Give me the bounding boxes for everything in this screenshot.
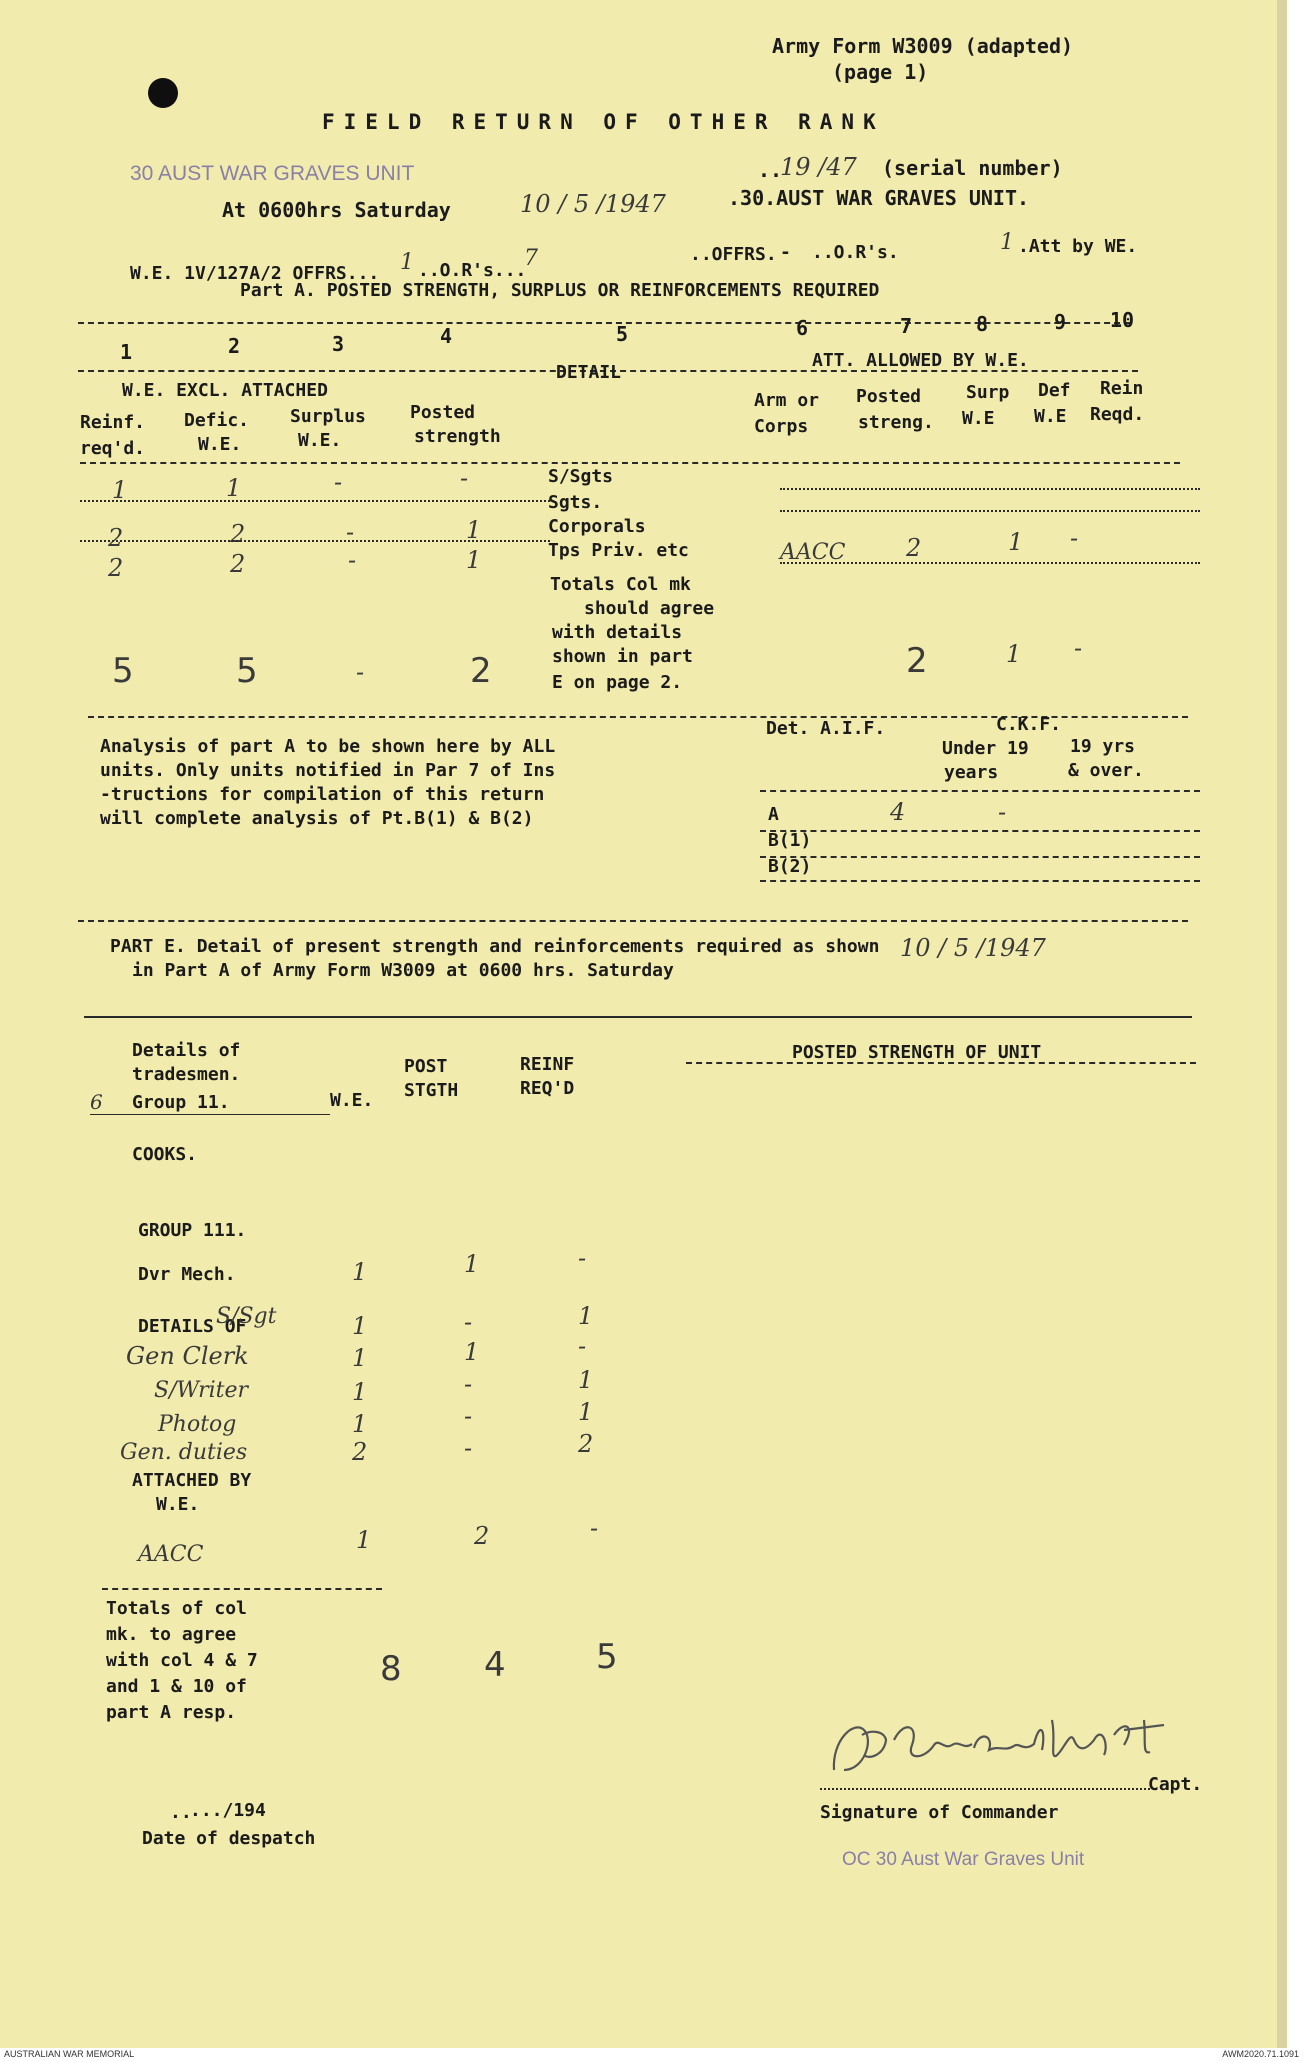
trade-label: S/Writer <box>154 1378 249 1403</box>
col-num: 5 <box>616 322 629 346</box>
hdr-c2: W.E. <box>198 434 242 455</box>
aacc-label: AACC <box>138 1542 204 1567</box>
total-cell: 2 <box>470 651 492 691</box>
detail-ssgts: S/Sgts <box>548 466 614 487</box>
total-cell: - <box>1074 634 1083 662</box>
hdr-c3: Surplus <box>290 406 366 427</box>
cell: 1 <box>226 474 242 502</box>
unit-name: .30.AUST WAR GRAVES UNIT. <box>728 186 1030 210</box>
form-page: (page 1) <box>832 60 929 84</box>
trade-label: Gen Clerk <box>126 1342 249 1370</box>
att-offrs-value: - <box>780 242 791 263</box>
hdr-c3: W.E. <box>298 430 342 451</box>
signature-label: Signature of Commander <box>820 1802 1059 1823</box>
hdr-c6: Arm or <box>754 390 820 411</box>
aacc-post: 2 <box>474 1522 490 1550</box>
part-a-title: Part A. POSTED STRENGTH, SURPLUS OR REINFORCEMENTS REQUIRED <box>240 280 880 301</box>
col-num: 2 <box>228 334 241 358</box>
col-num: 4 <box>440 324 453 348</box>
cell: 1 <box>112 476 128 504</box>
hdr-c10: Rein <box>1100 378 1144 399</box>
col-num: 1 <box>120 340 133 364</box>
cell: 2 <box>230 550 246 578</box>
part-e-title: in Part A of Army Form W3009 at 0600 hrs. Saturday <box>132 960 674 981</box>
analysis-text: will complete analysis of Pt.B(1) & B(2) <box>100 808 534 829</box>
part-e-title: PART E. Detail of present strength and reinforcements required as shown <box>110 936 880 957</box>
hdr-details: tradesmen. <box>132 1064 241 1085</box>
trade-we: 1 <box>352 1258 368 1286</box>
col-num: 3 <box>332 332 345 356</box>
cell: - <box>1070 524 1079 552</box>
trade-reinf: - <box>578 1332 587 1360</box>
oc-stamp: OC 30 Aust War Graves Unit <box>842 1849 1085 1870</box>
over-19: 19 yrs <box>1070 736 1136 757</box>
cooks-label: COOKS. <box>132 1144 198 1165</box>
total-cell: 2 <box>906 641 928 681</box>
analysis-text: units. Only units notified in Par 7 of Ins <box>100 760 556 781</box>
hdr-reinf: REINF <box>520 1054 575 1075</box>
col-num: 10 <box>1110 308 1135 332</box>
rule <box>80 500 550 502</box>
cell: 2 <box>108 524 124 552</box>
hdr-detail: DETAIL <box>556 362 622 383</box>
totals-label: Totals of col <box>106 1598 247 1619</box>
trade-post: 1 <box>464 1338 480 1366</box>
cell: 2 <box>230 520 246 548</box>
hdr-post: STGTH <box>404 1080 459 1101</box>
rule <box>780 488 1200 490</box>
we-offrs-value: 1 <box>400 250 414 275</box>
hdr-reinf: REQ'D <box>520 1078 575 1099</box>
att-by-we-label: .Att by WE. <box>1018 236 1138 257</box>
row-b2-label: B(2) <box>768 856 812 877</box>
hdr-c10: Reqd. <box>1090 404 1145 425</box>
rule <box>760 790 1200 792</box>
hdr-details: Details of <box>132 1040 241 1061</box>
det-aif: Det. A.I.F. <box>766 718 886 739</box>
hdr-c6: Corps <box>754 416 809 437</box>
trade-we: 1 <box>352 1312 368 1340</box>
trade-label: Photog <box>158 1412 237 1437</box>
total-we: 8 <box>380 1649 402 1689</box>
detail-corporals: Corporals <box>548 516 646 537</box>
rule <box>80 540 550 542</box>
hdr-group-prefix: 6 <box>90 1090 103 1114</box>
trade-reinf: 1 <box>578 1302 594 1330</box>
cell-arm-corps: AACC <box>780 540 846 565</box>
trade-reinf: 1 <box>578 1398 594 1426</box>
trade-post: 1 <box>464 1250 480 1278</box>
att-ors-value: 1 <box>1000 230 1014 255</box>
cell: 2 <box>906 534 922 562</box>
totals-label: mk. to agree <box>106 1624 237 1645</box>
despatch-date: .. <box>170 1802 192 1823</box>
attached-label: ATTACHED BY <box>132 1470 252 1491</box>
commander-signature <box>824 1700 1184 1794</box>
image-footer <box>0 2048 1307 2061</box>
despatch-label: Date of despatch <box>142 1828 316 1849</box>
cell: 1 <box>466 546 482 574</box>
sheet-edge-shadow <box>1277 0 1287 2048</box>
rule <box>102 1588 382 1590</box>
cell: - <box>348 546 357 574</box>
hdr-c4: Posted <box>410 402 476 423</box>
hdr-c9: Def <box>1038 380 1071 401</box>
total-cell: 5 <box>236 651 258 691</box>
punch-hole <box>148 78 178 108</box>
trade-post: - <box>464 1402 473 1430</box>
trade-label: Gen. duties <box>120 1440 248 1465</box>
trade-reinf: 2 <box>578 1430 594 1458</box>
rule <box>760 856 1200 858</box>
col-num: 8 <box>976 312 989 336</box>
rule <box>780 510 1200 512</box>
rule <box>820 1788 1150 1790</box>
serial-label: (serial number) <box>882 156 1063 180</box>
under-19: years <box>944 762 999 783</box>
serial-prefix: .. <box>758 158 783 182</box>
report-date-handwritten: 10 / 5 /1947 <box>520 190 666 218</box>
totals-note: should agree <box>584 598 715 619</box>
aacc-reinf: - <box>590 1514 599 1542</box>
col-num: 9 <box>1054 310 1067 334</box>
trade-reinf: 1 <box>578 1366 594 1394</box>
aacc-we: 1 <box>356 1526 372 1554</box>
hdr-c1: req'd. <box>80 438 146 459</box>
hdr-c7: streng. <box>858 412 934 433</box>
we-ors-value: 7 <box>524 246 538 271</box>
rule <box>84 1016 1192 1018</box>
trade-we: 1 <box>352 1378 368 1406</box>
totals-note: E on page 2. <box>552 672 683 693</box>
hdr-group: Group 11. <box>132 1092 230 1113</box>
cell: 1 <box>1008 528 1024 556</box>
trade-we: 2 <box>352 1438 368 1466</box>
row-a-under: 4 <box>890 798 906 826</box>
despatch-date: .../194 <box>190 1800 266 1821</box>
cell: - <box>460 464 469 492</box>
row-a-label: A <box>768 804 779 825</box>
hdr-c8: W.E <box>962 408 995 429</box>
analysis-text: Analysis of part A to be shown here by ALL <box>100 736 556 757</box>
col-num: 6 <box>796 316 809 340</box>
rule <box>760 880 1200 882</box>
attached-label: W.E. <box>156 1494 200 1515</box>
rule <box>780 562 1200 564</box>
hdr-c7: Posted <box>856 386 922 407</box>
rule <box>80 462 1180 464</box>
trade-we: 1 <box>352 1344 368 1372</box>
footer-accession: AWM2020.71.1091 <box>1222 2049 1299 2059</box>
total-cell: 5 <box>112 651 134 691</box>
trade-post: - <box>464 1370 473 1398</box>
report-time: At 0600hrs Saturday <box>222 198 451 222</box>
hdr-posted-strength: POSTED STRENGTH OF UNIT <box>792 1042 1042 1063</box>
hdr-c8: Surp <box>966 382 1010 403</box>
rule <box>78 920 1188 922</box>
rule <box>760 830 1200 832</box>
we-offrs-label: W.E. 1V/127A/2 OFFRS... <box>130 263 380 284</box>
col-num: 7 <box>900 314 913 338</box>
analysis-text: -tructions for compilation of this return <box>100 784 545 805</box>
totals-label: part A resp. <box>106 1702 237 1723</box>
ckf: C.K.F. <box>996 714 1062 735</box>
part-e-date-handwritten: 10 / 5 /1947 <box>900 934 1046 962</box>
page-title: FIELD RETURN OF OTHER RANK <box>322 110 885 134</box>
cell: 1 <box>466 516 482 544</box>
cell: - <box>346 518 355 546</box>
row-a-over: - <box>998 798 1007 826</box>
total-cell: - <box>356 658 365 686</box>
rule <box>90 1114 330 1115</box>
detail-tps-priv: Tps Priv. etc <box>548 540 689 561</box>
group-111-label: GROUP 111. <box>138 1220 247 1241</box>
cell: - <box>334 468 343 496</box>
trade-label: DETAILS OF <box>138 1316 247 1337</box>
signature-title: Capt. <box>1148 1774 1203 1795</box>
trade-we: 1 <box>352 1410 368 1438</box>
hdr-we-excl: W.E. EXCL. ATTACHED <box>122 380 328 401</box>
hdr-we: W.E. <box>330 1090 374 1111</box>
hdr-c9: W.E <box>1034 406 1067 427</box>
hdr-post: POST <box>404 1056 448 1077</box>
trade-label: Dvr Mech. <box>138 1264 236 1285</box>
trade-post: - <box>464 1434 473 1462</box>
totals-note: Totals Col mk <box>550 574 691 595</box>
totals-note: with details <box>552 622 683 643</box>
hdr-c4: strength <box>414 426 501 447</box>
over-19: & over. <box>1068 760 1144 781</box>
trade-reinf: - <box>578 1244 587 1272</box>
att-offrs-label: ..OFFRS. <box>690 244 777 265</box>
rule <box>78 322 1130 324</box>
cell: 2 <box>108 554 124 582</box>
under-19: Under 19 <box>942 738 1029 759</box>
total-post: 4 <box>484 1645 506 1685</box>
row-b1-label: B(1) <box>768 830 812 851</box>
we-ors-label: ..O.R's... <box>418 260 527 281</box>
totals-label: and 1 & 10 of <box>106 1676 247 1697</box>
total-cell: 1 <box>1006 640 1022 668</box>
serial-handwritten: 19 /47 <box>780 153 857 181</box>
detail-sgts: Sgts. <box>548 492 603 513</box>
total-reinf: 5 <box>596 1637 618 1677</box>
totals-note: shown in part <box>552 646 693 667</box>
hdr-c2: Defic. <box>184 410 250 431</box>
hdr-att-allowed: ATT. ALLOWED BY W.E. <box>812 350 1029 371</box>
hdr-c1: Reinf. <box>80 412 146 433</box>
totals-label: with col 4 & 7 <box>106 1650 258 1671</box>
att-ors-label: ..O.R's. <box>812 242 899 263</box>
form-name: Army Form W3009 (adapted) <box>772 34 1074 58</box>
rule <box>686 1062 1196 1064</box>
footer-source: AUSTRALIAN WAR MEMORIAL <box>4 2049 135 2059</box>
hw-sgt-note: S/Sgt <box>216 1304 277 1329</box>
unit-stamp: 30 AUST WAR GRAVES UNIT <box>130 162 415 185</box>
trade-post: - <box>464 1308 473 1336</box>
